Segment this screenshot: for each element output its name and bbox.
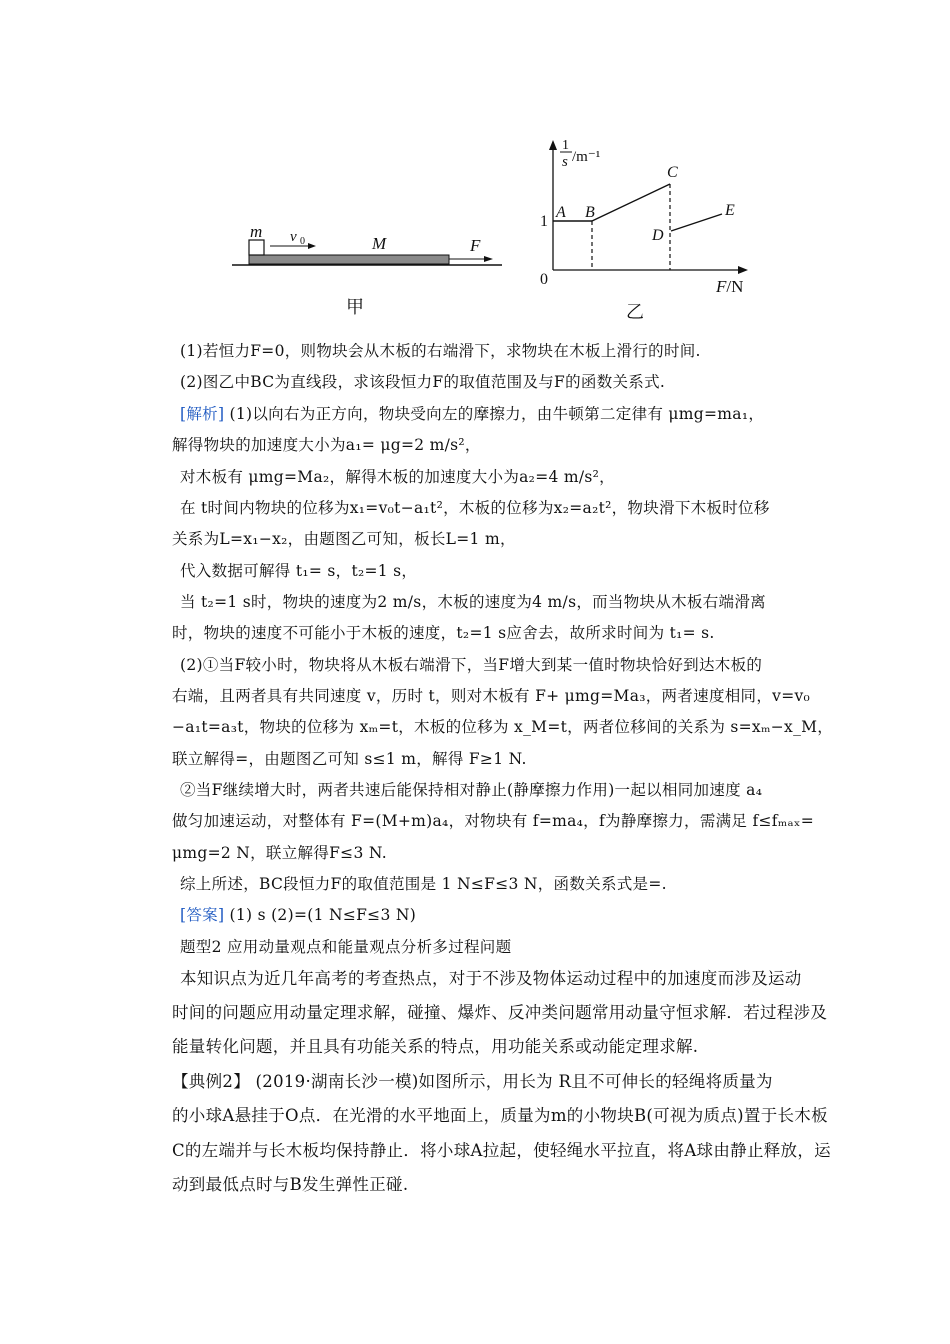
section-heading: 题型2 应用动量观点和能量观点分析多过程问题: [180, 938, 512, 956]
y-label-num: 1: [562, 138, 569, 153]
caption-jia: 甲: [346, 297, 364, 317]
analysis-line-14: 做匀加速运动，对整体有 F=(M+m)a₄，对物块有 f=ma₄，f为静摩擦力，需满足 f≤fₘₐₓ=: [172, 812, 815, 830]
point-D: D: [652, 227, 664, 244]
figure: [0, 0, 950, 330]
example-line-2: 的小球A悬挂于O点．在光滑的水平地面上，质量为m的小物块B(可视为质点)置于长木板: [172, 1106, 828, 1125]
segment-DE: [671, 214, 722, 231]
analysis-line-8: 时，物块的速度不可能小于木板的速度，t₂=1 s应舍去，故所求时间为 t₁= s.: [172, 624, 715, 642]
label-m: m: [250, 222, 263, 241]
label-v0: v: [290, 229, 297, 245]
analysis-tag: [解析]: [180, 405, 225, 423]
intro-line-2: 时间的问题应用动量定理求解，碰撞、爆炸、反冲类问题常用动量守恒求解．若过程涉及: [172, 1003, 828, 1022]
block-m: [249, 240, 264, 255]
analysis-line-5: 关系为L=x₁−x₂，由题图乙可知，板长L=1 m，: [172, 530, 516, 548]
arrow-v0-head: [308, 243, 316, 249]
point-A: A: [556, 204, 566, 221]
analysis-line-1-text: (1)以向右为正方向，物块受向左的摩擦力，由牛顿第二定律有 μmg=ma₁，: [224, 405, 765, 423]
analysis-line-16: 综上所述，BC段恒力F的取值范围是 1 N≤F≤3 N，函数关系式是=.: [180, 875, 667, 893]
arrow-F-head: [484, 256, 493, 262]
example-line-1: 【典例2】 (2019·湖南长沙一模)如图所示，用长为 R且不可伸长的轻绳将质量为: [172, 1072, 773, 1091]
caption-yi: 乙: [626, 302, 644, 322]
analysis-line-6: 代入数据可解得 t₁= s，t₂=1 s，: [180, 562, 418, 580]
label-M: M: [372, 234, 387, 253]
analysis-line-7: 当 t₂=1 s时，物块的速度为2 m/s，木板的速度为4 m/s，而当物块从木板右端滑离: [180, 593, 766, 611]
answer-tag: [答案]: [180, 906, 225, 924]
example-line-4: 动到最低点时与B发生弹性正碰.: [172, 1175, 409, 1194]
segment-BC: [592, 184, 670, 221]
figure-yi: [540, 138, 748, 322]
x-axis-label: F/N: [716, 277, 744, 296]
intro-line-1: 本知识点为近几年高考的考查热点，对于不涉及物体运动过程中的加速度而涉及运动: [180, 969, 802, 988]
question-2: (2)图乙中BC为直线段，求该段恒力F的取值范围及与F的函数关系式.: [180, 373, 666, 391]
answer-text: (1) s (2)=(1 N≤F≤3 N): [224, 906, 417, 924]
x-axis-arrow: [738, 266, 748, 274]
analysis-line-11: −a₁t=a₃t，物块的位移为 xₘ=t，木板的位移为 x_M=t，两者位移间的关系为 s=xₘ−x_M，: [172, 718, 834, 736]
origin-0: 0: [540, 271, 548, 288]
y-label-den: s: [562, 154, 568, 170]
board-M: [249, 255, 449, 264]
point-E: E: [725, 202, 735, 219]
example-line-3: C的左端并与长木板均保持静止．将小球A拉起，使轻绳水平拉直，将A球由静止释放，运: [172, 1141, 831, 1160]
point-C: C: [667, 164, 678, 181]
label-F: F: [470, 236, 481, 255]
analysis-line-13: ②当F继续增大时，两者共速后能保持相对静止(静摩擦力作用)一起以相同加速度 a₄: [180, 781, 763, 799]
analysis-line-9: (2)①当F较小时，物块将从木板右端滑下，当F增大到某一值时物块恰好到达木板的: [180, 656, 763, 674]
analysis-line-12: 联立解得=，由题图乙可知 s≤1 m，解得 F≥1 N.: [172, 750, 527, 768]
point-B: B: [585, 204, 595, 221]
analysis-line-2: 解得物块的加速度大小为a₁= μg=2 m/s²，: [172, 436, 481, 454]
label-v0-sub: 0: [300, 236, 305, 247]
y-label-unit: /m⁻¹: [572, 149, 601, 165]
figure-svg: [0, 0, 950, 330]
analysis-line-4: 在 t时间内物块的位移为x₁=v₀t−a₁t²，木板的位移为x₂=a₂t²，物块滑下木板时位移: [180, 499, 770, 517]
tick-1: 1: [540, 213, 548, 230]
figure-jia: [232, 222, 502, 317]
answer-line: [180, 905, 820, 925]
intro-line-3: 能量转化问题，并且具有功能关系的特点，用功能关系或动能定理求解.: [172, 1037, 699, 1056]
y-axis-arrow: [549, 140, 557, 150]
analysis-line-15: μmg=2 N，联立解得F≤3 N.: [172, 844, 387, 862]
analysis-line-1: [180, 404, 820, 424]
analysis-line-3: 对木板有 μmg=Ma₂，解得木板的加速度大小为a₂=4 m/s²，: [180, 468, 615, 486]
question-1: (1)若恒力F=0，则物块会从木板的右端滑下，求物块在木板上滑行的时间.: [180, 342, 701, 360]
analysis-line-10: 右端，且两者具有共同速度 v，历时 t，则对木板有 F+ μmg=Ma₃，两者速度相同，v=v₀: [172, 687, 811, 705]
